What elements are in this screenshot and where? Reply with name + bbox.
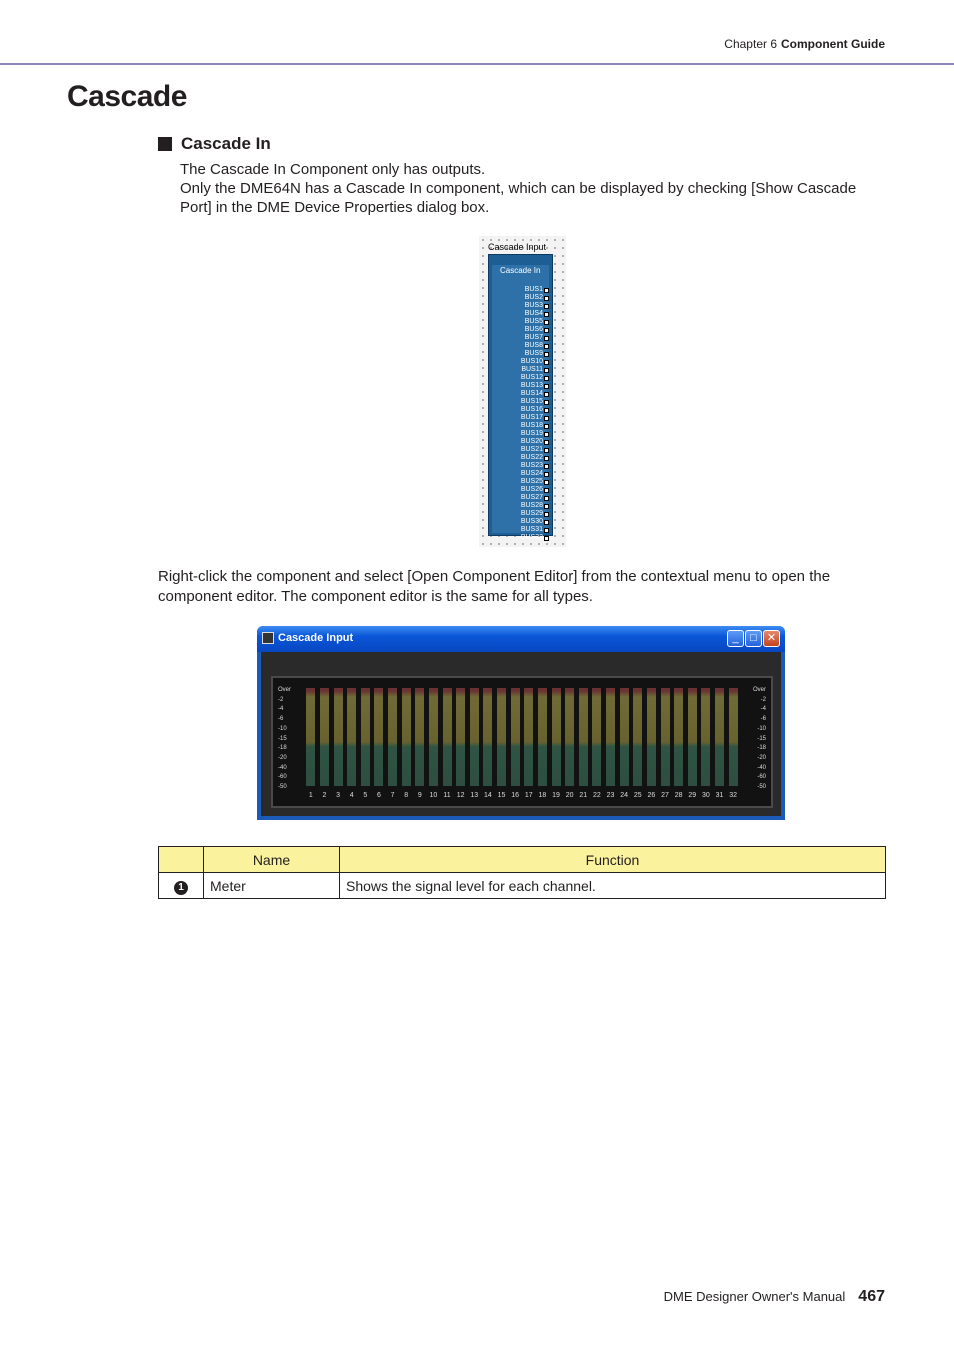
output-port-icon[interactable]	[544, 408, 549, 413]
scale-mark: -18	[278, 745, 287, 752]
scale-mark: -4	[278, 706, 284, 713]
output-port-icon[interactable]	[544, 424, 549, 429]
channel-number: 6	[376, 792, 381, 799]
bus-label: BUS18	[520, 422, 543, 429]
bus-output-32[interactable]	[499, 534, 549, 542]
bus-output-7[interactable]	[499, 334, 549, 342]
output-port-icon[interactable]	[544, 328, 549, 333]
bus-label: BUS31	[520, 526, 543, 533]
bus-label: BUS27	[520, 494, 543, 501]
bus-output-13[interactable]	[499, 382, 549, 390]
app-icon	[262, 632, 274, 644]
channel-meter-10	[429, 688, 438, 786]
output-port-icon[interactable]	[544, 360, 549, 365]
manual-title: DME Designer Owner's Manual	[663, 1289, 846, 1304]
bus-output-6[interactable]	[499, 326, 549, 334]
channel-number: 7	[390, 792, 395, 799]
scale-mark: -10	[757, 725, 766, 732]
bus-output-1[interactable]	[499, 286, 549, 294]
bus-label: BUS14	[520, 390, 543, 397]
bus-output-24[interactable]	[499, 470, 549, 478]
intro-paragraph	[180, 160, 880, 217]
output-port-icon[interactable]	[544, 472, 549, 477]
channel-meter-13	[470, 688, 479, 786]
channel-meter-5	[361, 688, 370, 786]
bus-output-17[interactable]	[499, 414, 549, 422]
channel-meter-12	[456, 688, 465, 786]
component-body[interactable]	[488, 254, 553, 541]
scale-mark: -40	[278, 764, 287, 771]
bus-label: BUS4	[524, 310, 543, 317]
intro-line-2: Only the DME64N has a Cascade In component, which can be displayed by checking [Show Cascade Port] in the DME Device Properties dialog box.	[180, 180, 857, 216]
channel-number: 30	[702, 792, 710, 799]
output-port-icon[interactable]	[544, 432, 549, 437]
page-number: 467	[858, 1288, 885, 1305]
bus-label: BUS21	[520, 446, 543, 453]
channel-meter-14	[483, 688, 492, 786]
maximize-button[interactable]: □	[745, 630, 762, 647]
output-port-icon[interactable]	[544, 400, 549, 405]
component-editor-window	[257, 626, 785, 820]
bus-label: BUS10	[520, 358, 543, 365]
scale-mark: -6	[760, 716, 766, 723]
output-port-icon[interactable]	[544, 368, 549, 373]
scale-mark: -60	[757, 774, 766, 781]
bus-label: BUS11	[521, 366, 543, 373]
output-port-icon[interactable]	[544, 488, 549, 493]
window-titlebar[interactable]	[257, 626, 785, 652]
scale-mark: -50	[757, 784, 766, 791]
page-title: Cascade	[67, 80, 187, 113]
scale-mark: -10	[278, 725, 287, 732]
channel-meter-2	[320, 688, 329, 786]
channel-meter-22	[592, 688, 601, 786]
channel-meter-7	[388, 688, 397, 786]
channel-number: 22	[593, 792, 601, 799]
bus-output-2[interactable]	[499, 294, 549, 302]
bus-output-30[interactable]	[499, 518, 549, 526]
output-port-icon[interactable]	[544, 512, 549, 517]
bus-output-8[interactable]	[499, 342, 549, 350]
scale-mark: -60	[278, 774, 287, 781]
bus-label: BUS30	[520, 518, 543, 525]
bus-output-15[interactable]	[499, 398, 549, 406]
channel-meter-27	[661, 688, 670, 786]
channel-number: 1	[308, 792, 313, 799]
channel-number: 23	[606, 792, 615, 799]
bus-label: BUS3	[524, 302, 543, 309]
row-number	[159, 873, 204, 899]
bus-output-31[interactable]	[499, 526, 549, 534]
minimize-button[interactable]: _	[727, 630, 744, 647]
header-function: Function	[340, 847, 886, 873]
bus-label: BUS19	[520, 430, 543, 437]
output-port-icon[interactable]	[544, 536, 549, 541]
scale-mark: -50	[278, 784, 287, 791]
bus-label: BUS17	[520, 414, 543, 421]
bus-output-14[interactable]	[499, 390, 549, 398]
channel-number: 16	[511, 792, 520, 799]
header-name: Name	[204, 847, 340, 873]
bus-output-11[interactable]	[499, 366, 549, 374]
bus-label: BUS28	[520, 502, 543, 509]
channel-meter-9	[415, 688, 424, 786]
bus-label: BUS9	[524, 350, 543, 357]
scale-mark: -2	[278, 696, 284, 703]
channel-number: 11	[443, 792, 451, 799]
bus-label: BUS12	[520, 374, 543, 381]
channel-number: 31	[715, 792, 724, 799]
channel-meter-20	[565, 688, 574, 786]
channel-meter-29	[688, 688, 697, 786]
function-table	[158, 846, 886, 899]
bus-label: BUS32	[520, 534, 543, 541]
channel-meter-24	[620, 688, 629, 786]
scale-mark: -20	[757, 754, 766, 761]
bus-label: BUS24	[520, 470, 543, 477]
bus-output-21[interactable]	[499, 446, 549, 454]
channel-number: 26	[647, 792, 656, 799]
page-footer	[664, 1288, 885, 1306]
channel-number: 13	[470, 792, 479, 799]
bus-label: BUS13	[520, 382, 543, 389]
channel-meter-3	[334, 688, 343, 786]
bus-label: BUS22	[520, 454, 543, 461]
bus-output-3[interactable]	[499, 302, 549, 310]
meter-scale-left	[278, 686, 291, 793]
output-port-icon[interactable]	[544, 392, 549, 397]
bus-label: BUS1	[524, 286, 543, 293]
output-port-icon[interactable]	[544, 312, 549, 317]
output-port-icon[interactable]	[544, 344, 549, 349]
channel-meter-23	[606, 688, 615, 786]
scale-mark: -15	[757, 735, 766, 742]
bus-label: BUS25	[520, 478, 543, 485]
component-label: Cascade Input	[488, 242, 547, 252]
channel-number: 10	[429, 792, 438, 799]
bus-label: BUS8	[524, 342, 543, 349]
output-port-icon[interactable]	[544, 336, 549, 341]
channel-number: 32	[729, 792, 738, 799]
channel-meter-16	[511, 688, 520, 786]
channel-number: 3	[336, 792, 341, 799]
channel-meter-31	[715, 688, 724, 786]
window-client	[261, 652, 781, 816]
scale-mark: -18	[757, 745, 766, 752]
cascade-in-component[interactable]	[479, 236, 566, 547]
number-badge: 1	[174, 881, 188, 895]
chapter-header	[724, 37, 885, 51]
channel-meter-19	[552, 688, 561, 786]
bus-output-10[interactable]	[499, 358, 549, 366]
channel-number: 24	[620, 792, 629, 799]
bus-output-22[interactable]	[499, 454, 549, 462]
bus-label: BUS16	[520, 406, 543, 413]
row-function: Shows the signal level for each channel.	[340, 873, 886, 899]
output-port-icon[interactable]	[544, 288, 549, 293]
output-port-icon[interactable]	[544, 296, 549, 301]
table-header-row	[159, 847, 886, 873]
meter-panel	[271, 676, 773, 808]
channel-meter-32	[729, 688, 738, 786]
bus-label: BUS7	[524, 334, 543, 341]
channel-meter-17	[524, 688, 533, 786]
table-row	[159, 873, 886, 899]
square-bullet-icon	[158, 137, 172, 151]
scale-mark: -15	[278, 735, 287, 742]
bus-output-25[interactable]	[499, 478, 549, 486]
header-num	[159, 847, 204, 873]
output-port-icon[interactable]	[544, 528, 549, 533]
output-port-icon[interactable]	[544, 464, 549, 469]
bus-label: BUS6	[524, 326, 543, 333]
output-port-icon[interactable]	[544, 352, 549, 357]
bus-label: BUS23	[520, 462, 543, 469]
channel-number: 19	[552, 792, 560, 799]
bus-output-4[interactable]	[499, 310, 549, 318]
bus-output-18[interactable]	[499, 422, 549, 430]
intro-line-1: The Cascade In Component only has outputs.	[180, 161, 486, 178]
output-port-icon[interactable]	[544, 520, 549, 525]
meter-bank	[304, 688, 740, 799]
channel-meter-30	[701, 688, 710, 786]
channel-number: 21	[579, 792, 588, 799]
meter-scale-right	[753, 686, 766, 793]
bus-output-5[interactable]	[499, 318, 549, 326]
channel-meter-1	[306, 688, 315, 786]
bus-label: BUS15	[520, 398, 543, 405]
section-title: Cascade In	[181, 134, 271, 153]
scale-mark: Over	[752, 687, 766, 693]
channel-meter-4	[347, 688, 356, 786]
bus-label: BUS2	[524, 294, 543, 301]
output-port-icon[interactable]	[544, 456, 549, 461]
channel-number: 25	[633, 792, 642, 799]
channel-number: 14	[484, 792, 492, 799]
channel-meter-21	[579, 688, 588, 786]
output-port-icon[interactable]	[544, 504, 549, 509]
bus-label: BUS29	[520, 510, 543, 517]
bus-output-list	[499, 286, 549, 542]
channel-number: 2	[322, 792, 327, 799]
output-port-icon[interactable]	[544, 304, 549, 309]
close-button[interactable]: ✕	[763, 630, 780, 647]
guide-label: Component Guide	[781, 37, 885, 51]
output-port-icon[interactable]	[544, 416, 549, 421]
bus-output-26[interactable]	[499, 486, 549, 494]
bus-label: BUS26	[520, 486, 543, 493]
channel-number: 4	[349, 792, 354, 799]
scale-mark: -20	[278, 754, 287, 761]
bus-label: BUS5	[524, 318, 543, 325]
bus-output-20[interactable]	[499, 438, 549, 446]
editor-paragraph: Right-click the component and select [Open Component Editor] from the contextual menu to open the component editor. The component editor is the same for all types.	[158, 568, 831, 605]
channel-number: 28	[674, 792, 683, 799]
output-port-icon[interactable]	[544, 440, 549, 445]
output-port-icon[interactable]	[544, 320, 549, 325]
channel-number: 17	[524, 792, 533, 799]
channel-number: 15	[497, 792, 506, 799]
section-heading	[158, 134, 271, 154]
scale-mark: -2	[760, 696, 766, 703]
output-port-icon[interactable]	[544, 496, 549, 501]
channel-number: 18	[538, 792, 547, 799]
bus-output-19[interactable]	[499, 430, 549, 438]
channel-number: 29	[688, 792, 697, 799]
output-port-icon[interactable]	[544, 480, 549, 485]
scale-mark: -6	[278, 716, 284, 723]
output-port-icon[interactable]	[544, 384, 549, 389]
channel-meter-26	[647, 688, 656, 786]
channel-number: 20	[565, 792, 574, 799]
scale-mark: -40	[757, 764, 766, 771]
channel-number: 27	[661, 792, 669, 799]
output-port-icon[interactable]	[544, 376, 549, 381]
bus-output-28[interactable]	[499, 502, 549, 510]
channel-number: 8	[404, 792, 409, 799]
channel-meter-6	[374, 688, 383, 786]
channel-meter-11	[443, 688, 452, 786]
channel-meter-15	[497, 688, 506, 786]
bus-output-29[interactable]	[499, 510, 549, 518]
scale-mark: -4	[760, 706, 766, 713]
channel-number: 5	[363, 792, 368, 799]
row-name: Meter	[204, 873, 340, 899]
chapter-label: Chapter 6	[724, 37, 777, 51]
bus-output-27[interactable]	[499, 494, 549, 502]
channel-number: 9	[417, 792, 422, 799]
channel-meter-28	[674, 688, 683, 786]
output-port-icon[interactable]	[544, 448, 549, 453]
bus-output-23[interactable]	[499, 462, 549, 470]
channel-meter-18	[538, 688, 547, 786]
bus-output-12[interactable]	[499, 374, 549, 382]
bus-output-16[interactable]	[499, 406, 549, 414]
header-divider	[0, 63, 954, 65]
bus-label: BUS20	[520, 438, 543, 445]
bus-output-9[interactable]	[499, 350, 549, 358]
channel-number: 12	[456, 792, 465, 799]
channel-meter-8	[402, 688, 411, 786]
component-name: Cascade In	[500, 266, 541, 275]
window-title: Cascade Input	[278, 632, 354, 644]
channel-meter-25	[633, 688, 642, 786]
scale-mark: Over	[278, 687, 292, 693]
